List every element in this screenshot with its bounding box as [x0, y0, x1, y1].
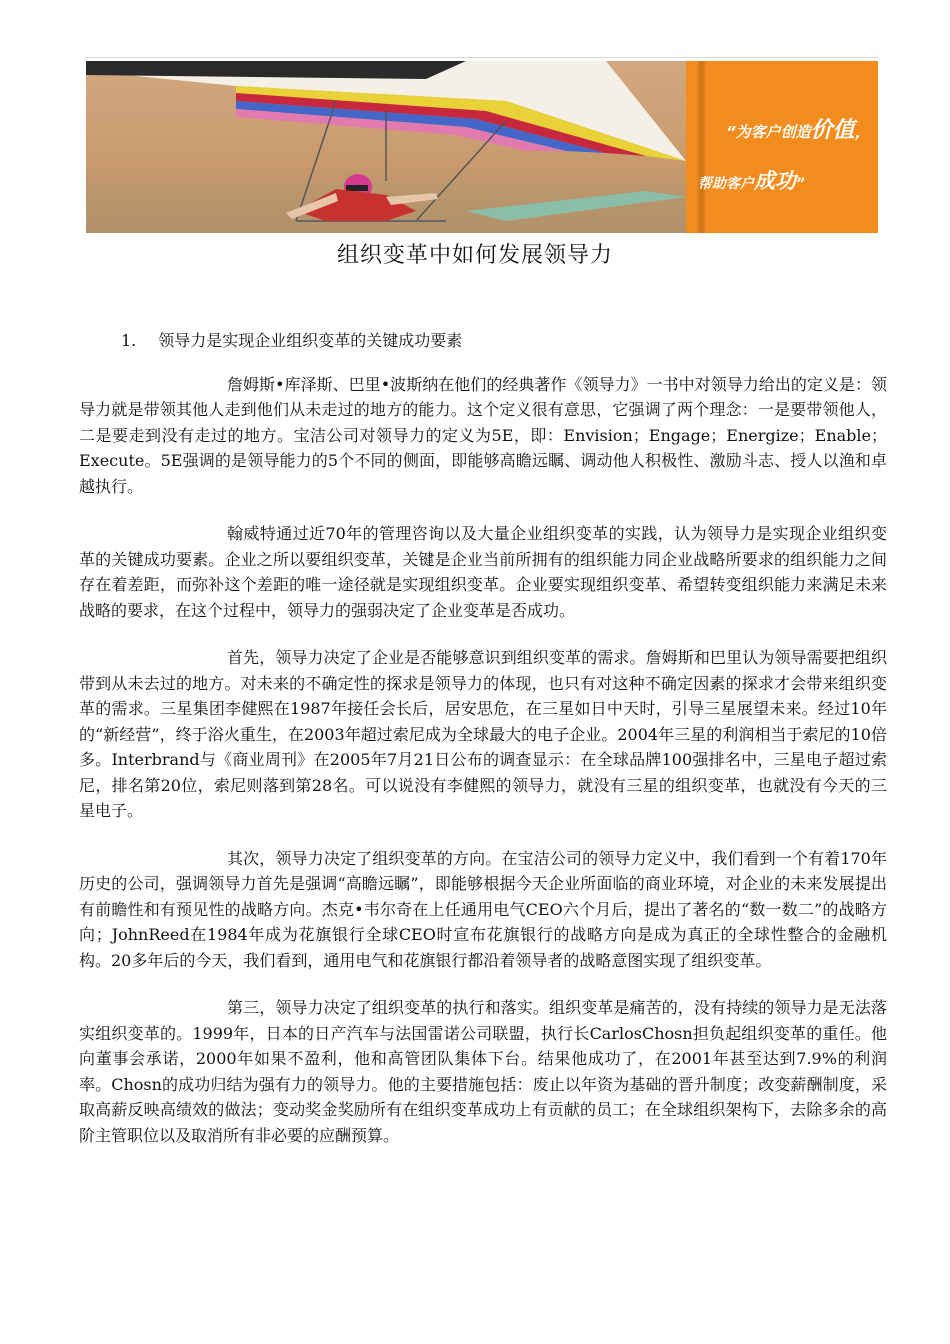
document-body [79, 328, 887, 1170]
paragraph-5: 第三，领导力决定了组织变革的执行和落实。组织变革是痛苦的，没有持续的领导力是无法落实组织变革的。1999年，日本的日产汽车与法国雷诺公司联盟，执行长CarlosChosn担负起组织变革的重任。他向董事会承诺，2000年如果不盈利，他和高管团队集体下台。结果他成功了，在2001年甚至达到7.9%的利润率。Chosn的成功归结为强有力的领导力。他的主要措施包括：废止以年资为基础的晋升制度；改变薪酬制度，采取高薪反映高绩效的做法；变动奖金奖励所有在组织变革成功上有贡献的员工；在全球组织架构下，去除多余的高阶主管职位以及取消所有非必要的应酬预算。 [79, 998, 887, 1145]
section-number: 1. [121, 331, 137, 350]
paragraph-3: 首先，领导力决定了企业是否能够意识到组织变革的需求。詹姆斯和巴里认为领导需要把组织带到从未去过的地方。对未来的不确定性的探求是领导力的体现，也只有对这种不确定因素的探求才会带来组织变革的需求。三星集团李健熙在1987年接任会长后，居安思危，在三星如日中天时，引导三星展望未来。经过10年的“新经营”，终于浴火重生，在2003年超过索尼成为全球最大的电子企业。2004年三星的利润相当于索尼的10倍多。Interbrand与《商业周刊》在2005年7月21日公布的调查显示：在全球品牌100强排名中，三星电子超过索尼，排名第20位，索尼则落到第28名。可以说没有李健熙的领导力，就没有三星的组织变革，也就没有今天的三星电子。 [79, 648, 887, 820]
slogan-line-2: 帮助客户成功” [698, 169, 806, 193]
section-heading-text: 领导力是实现企业组织变革的关键成功要素 [158, 331, 463, 350]
paragraph-4: 其次，领导力决定了组织变革的方向。在宝洁公司的领导力定义中，我们看到一个有着170年历史的公司，强调领导力首先是强调“高瞻远瞩”，即能够根据今天企业所面临的商业环境，对企业的未来发展提出有前瞻性和有预见性的战略方向。杰克•韦尔奇在上任通用电气CEO六个月后，提出了著名的“数一数二”的战略方向；JohnReed在1984年成为花旗银行全球CEO时宣布花旗银行的战略方向是成为真正的全球性整合的金融机构。20多年后的今天，我们看到，通用电气和花旗银行都沿着领导者的战略意图实现了组织变革。 [79, 848, 887, 970]
document-title: 组织变革中如何发展领导力 [336, 243, 613, 268]
paragraph-1: 詹姆斯•库泽斯、巴里•波斯纳在他们的经典著作《领导力》一书中对领导力给出的定义是：领导力就是带领其他人走到他们从未走过的地方的能力。这个定义很有意思，它强调了两个理念：一是要带领他人，二是要走到没有走过的地方。宝洁公司对领导力的定义为5E，即：Envision；Engage；Energize；Enable；Execute。5E强调的是领导能力的5个不同的侧面，即能够高瞻远瞩、调动他人积极性、激励斗志、授人以渔和卓越执行。 [79, 374, 887, 496]
banner-image [86, 61, 878, 233]
paragraph-2: 翰威特通过近70年的管理咨询以及大量企业组织变革的实践，认为领导力是实现企业组织变革的关键成功要素。企业之所以要组织变革，关键是企业当前所拥有的组织能力同企业战略所要求的组织能力之间存在着差距，而弥补这个差距的唯一途径就是实现组织变革。企业要实现组织变革、希望转变组织能力来满足未来战略的要求，在这个过程中，领导力的强弱决定了企业变革是否成功。 [79, 524, 887, 620]
hang-glider-illustration [86, 61, 878, 233]
header-rule [86, 57, 878, 58]
slogan-line-1: “为客户创造价值， [726, 118, 870, 143]
section-heading [121, 328, 887, 354]
